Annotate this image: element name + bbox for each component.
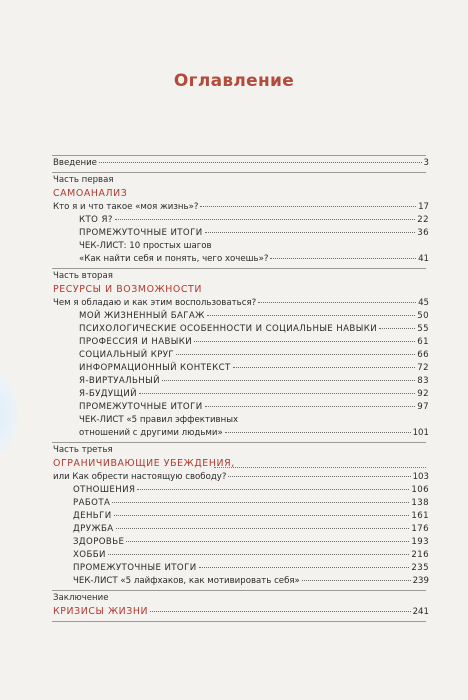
toc-entry-label: ОТНОШЕНИЯ: [73, 485, 136, 495]
toc-entry-page: 72: [417, 363, 429, 373]
dot-leader: [194, 341, 415, 342]
toc-entry-label: МОЙ ЖИЗНЕННЫЙ БАГАЖ: [79, 311, 205, 321]
dot-leader: [233, 367, 416, 368]
toc-entry-label: ДРУЖБА: [73, 524, 114, 534]
section-title: ОГРАНИЧИВАЮЩИЕ УБЕЖДЕНИЯ,: [53, 458, 235, 469]
toc-entry-page: 216: [411, 550, 429, 560]
toc-entry-page: 176: [411, 524, 429, 534]
dot-leader: [302, 580, 411, 581]
dot-leader: [258, 302, 416, 303]
toc-entry[interactable]: [73, 498, 429, 511]
toc-entry-page: 239: [412, 576, 429, 586]
toc-entry-page: 61: [417, 337, 429, 347]
bleed-through-text: [8, 14, 15, 35]
toc-entry-label: ЧЕК-ЛИСТ «5 лайфхаков, как мотивировать себя»: [73, 576, 300, 586]
toc-entry-page: 241: [412, 607, 429, 617]
toc-entry-label: Я-БУДУЩИЙ: [79, 389, 138, 399]
dot-leader: [114, 515, 410, 516]
toc-entry-page: 45: [418, 298, 429, 308]
dot-leader: [176, 354, 415, 355]
dot-leader: [115, 219, 415, 220]
toc-entry[interactable]: [79, 215, 429, 228]
part-label: Часть вторая: [53, 271, 113, 281]
page-title: Оглавление: [173, 71, 295, 91]
dot-leader: [139, 393, 415, 394]
dot-leader: [116, 528, 410, 529]
toc-entry-page: 41: [418, 254, 429, 264]
dot-leader: [225, 432, 411, 433]
toc-entry[interactable]: [53, 298, 429, 311]
toc-entry-page: 92: [417, 389, 429, 399]
part-label: Часть первая: [53, 175, 114, 185]
toc-entry-label: Чем я обладаю и как этим воспользоваться?: [53, 298, 257, 308]
part-label: Часть третья: [53, 445, 113, 455]
toc-entry-page: 66: [417, 350, 429, 360]
toc-entry-label: ХОББИ: [73, 550, 106, 560]
dot-leader: [99, 162, 422, 163]
toc-entry-page: 193: [411, 537, 429, 547]
toc-entry-label: Введение: [53, 158, 97, 168]
toc-entry-label: СОЦИАЛЬНЫЙ КРУГ: [79, 350, 175, 360]
toc-entry-page: 101: [412, 428, 429, 438]
toc-entry[interactable]: [79, 376, 429, 389]
toc-entry[interactable]: [53, 472, 429, 485]
toc-entry[interactable]: [79, 350, 429, 363]
divider: [52, 268, 426, 269]
toc-entry-label: ЧЕК-ЛИСТ: 10 простых шагов: [79, 241, 212, 251]
toc-entry[interactable]: [79, 402, 429, 415]
dot-leader: [228, 476, 410, 477]
dot-leader: [199, 567, 410, 568]
toc-entry-label: «Как найти себя и понять, чего хочешь»?: [79, 254, 269, 264]
toc-entry[interactable]: [73, 576, 429, 589]
dot-leader: [126, 541, 409, 542]
toc-entry[interactable]: [73, 485, 429, 498]
toc-entry[interactable]: [79, 428, 429, 441]
divider: [52, 590, 426, 591]
toc-entry[interactable]: [73, 537, 429, 550]
toc-entry-label: КТО Я?: [79, 215, 113, 225]
toc-entry-page: 22: [417, 215, 429, 225]
toc-entry-label: ИНФОРМАЦИОННЫЙ КОНТЕКСТ: [79, 363, 231, 373]
toc-entry-page: 55: [417, 324, 429, 334]
toc-entry-conclusion[interactable]: [53, 606, 429, 619]
dot-leader: [162, 380, 415, 381]
toc-entry-page: 138: [411, 498, 429, 508]
dot-leader: [270, 258, 416, 259]
toc-entry-page: 235: [411, 563, 429, 573]
toc-entry-label: или Как обрести настоящую свободу?: [53, 472, 227, 482]
toc-entry[interactable]: [79, 311, 429, 324]
divider: [52, 442, 426, 443]
dot-leader: [200, 206, 416, 207]
toc-entry-label: Я-ВИРТУАЛЬНЫЙ: [79, 376, 160, 386]
toc-entry[interactable]: [79, 337, 429, 350]
dot-leader: [205, 406, 416, 407]
toc-entry-page: 103: [412, 472, 429, 482]
toc-entry-label: ДЕНЬГИ: [73, 511, 112, 521]
dot-leader: [214, 458, 426, 468]
toc-entry-label: РАБОТА: [73, 498, 111, 508]
toc-entry[interactable]: [79, 254, 429, 267]
part-label: Заключение: [53, 593, 109, 603]
toc-entry-label: ПРОМЕЖУТОЧНЫЕ ИТОГИ: [79, 402, 203, 412]
dot-leader: [108, 554, 410, 555]
toc-entry-label: ПСИХОЛОГИЧЕСКИЕ ОСОБЕННОСТИ И СОЦИАЛЬНЫЕ НАВЫКИ: [79, 324, 378, 334]
toc-entry[interactable]: [79, 324, 429, 337]
toc-entry[interactable]: [79, 228, 429, 241]
toc-entry-page: 97: [417, 402, 429, 412]
toc-entry[interactable]: [79, 389, 429, 402]
toc-entry-label: ЗДОРОВЬЕ: [73, 537, 125, 547]
section-title: КРИЗИСЫ ЖИЗНИ: [53, 606, 149, 617]
dot-leader: [150, 611, 410, 612]
toc-entry[interactable]: [73, 563, 429, 576]
divider: [52, 172, 426, 173]
toc-entry[interactable]: [73, 511, 429, 524]
toc-entry-page: 17: [418, 202, 429, 212]
dot-leader: [379, 328, 415, 329]
dot-leader: [207, 315, 415, 316]
decorative-blob: [0, 375, 18, 455]
toc-entry-label: Кто я и что такое «моя жизнь»?: [53, 202, 199, 212]
toc-entry-label: ЧЕК-ЛИСТ «5 правил эффективных: [79, 415, 239, 425]
toc-entry[interactable]: [73, 524, 429, 537]
toc-entry-page: 106: [411, 485, 429, 495]
toc-entry[interactable]: [73, 550, 429, 563]
toc-entry[interactable]: [79, 363, 429, 376]
toc-entry-page: 83: [417, 376, 429, 386]
dot-leader: [205, 232, 416, 233]
toc-entry-intro[interactable]: [53, 158, 429, 171]
toc-entry[interactable]: [53, 202, 429, 215]
toc-entry-label: отношений с другими людьми»: [79, 428, 223, 438]
section-title: САМОАНАЛИЗ: [53, 188, 128, 199]
toc-entry-page: 36: [417, 228, 429, 238]
toc-entry-page: 3: [423, 158, 429, 168]
toc-entry-page: 50: [417, 311, 429, 321]
toc-entry-label: ПРОМЕЖУТОЧНЫЕ ИТОГИ: [73, 563, 197, 573]
dot-leader: [137, 489, 409, 490]
toc-entry-label: ПРОМЕЖУТОЧНЫЕ ИТОГИ: [79, 228, 203, 238]
dot-leader: [112, 502, 409, 503]
section-title: РЕСУРСЫ И ВОЗМОЖНОСТИ: [53, 284, 202, 295]
divider-top: [52, 155, 426, 156]
toc-entry-page: 161: [411, 511, 429, 521]
divider-bottom: [52, 621, 426, 622]
toc-entry-label: ПРОФЕССИЯ И НАВЫКИ: [79, 337, 193, 347]
